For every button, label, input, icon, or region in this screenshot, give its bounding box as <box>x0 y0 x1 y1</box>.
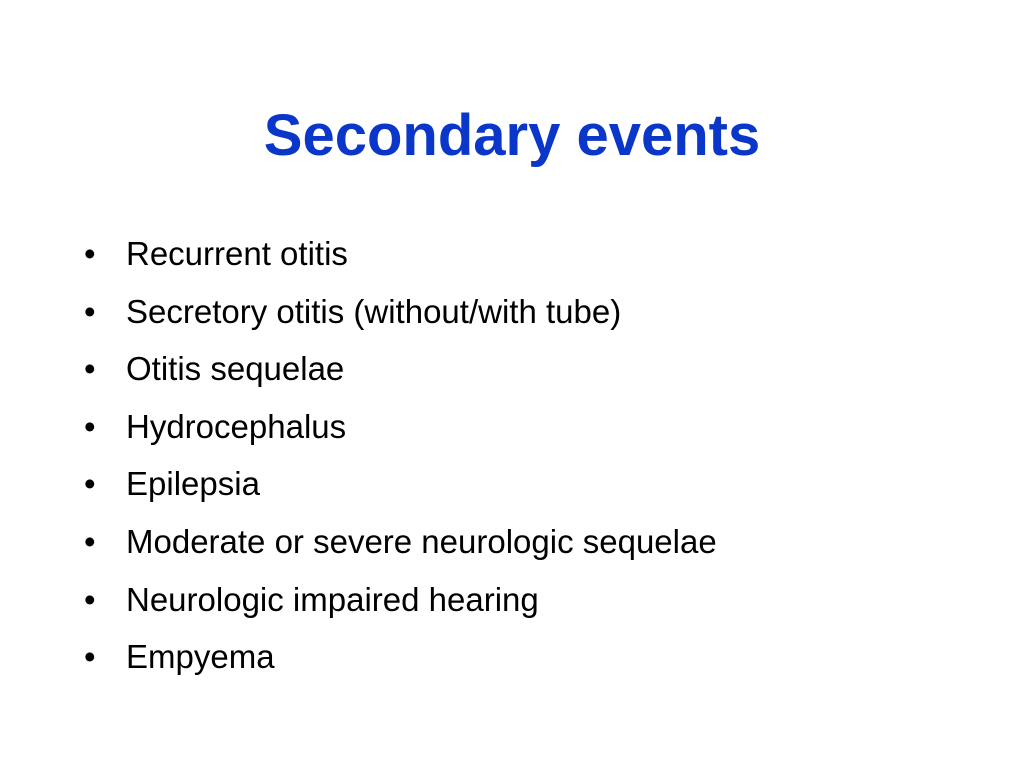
bullet-text: Neurologic impaired hearing <box>126 580 539 618</box>
slide-title: Secondary events <box>263 103 761 168</box>
bullet-text: Epilepsia <box>126 465 260 503</box>
bullet-item <box>84 401 717 459</box>
bullet-text: Secretory otitis (without/with tube) <box>126 292 622 330</box>
bullet-item <box>84 516 717 574</box>
bullet-icon: • <box>84 465 96 503</box>
bullet-icon: • <box>84 522 96 560</box>
bullet-item <box>84 286 717 344</box>
bullet-text: Otitis sequelae <box>126 350 345 388</box>
bullet-icon: • <box>84 235 96 272</box>
bullet-icon: • <box>84 407 96 445</box>
bullet-icon: • <box>84 638 96 676</box>
bullet-text: Empyema <box>126 638 275 676</box>
bullet-item <box>84 343 717 401</box>
bullet-item <box>84 574 717 632</box>
bullet-item <box>84 228 717 286</box>
bullet-item <box>84 631 717 689</box>
bullet-text: Hydrocephalus <box>126 407 347 445</box>
bullet-list <box>84 228 717 689</box>
bullet-icon: • <box>84 580 96 618</box>
bullet-icon: • <box>84 350 96 388</box>
bullet-icon: • <box>84 292 96 330</box>
bullet-text: Recurrent otitis <box>126 235 348 272</box>
bullet-text: Moderate or severe neurologic sequelae <box>126 522 717 560</box>
bullet-item <box>84 458 717 516</box>
